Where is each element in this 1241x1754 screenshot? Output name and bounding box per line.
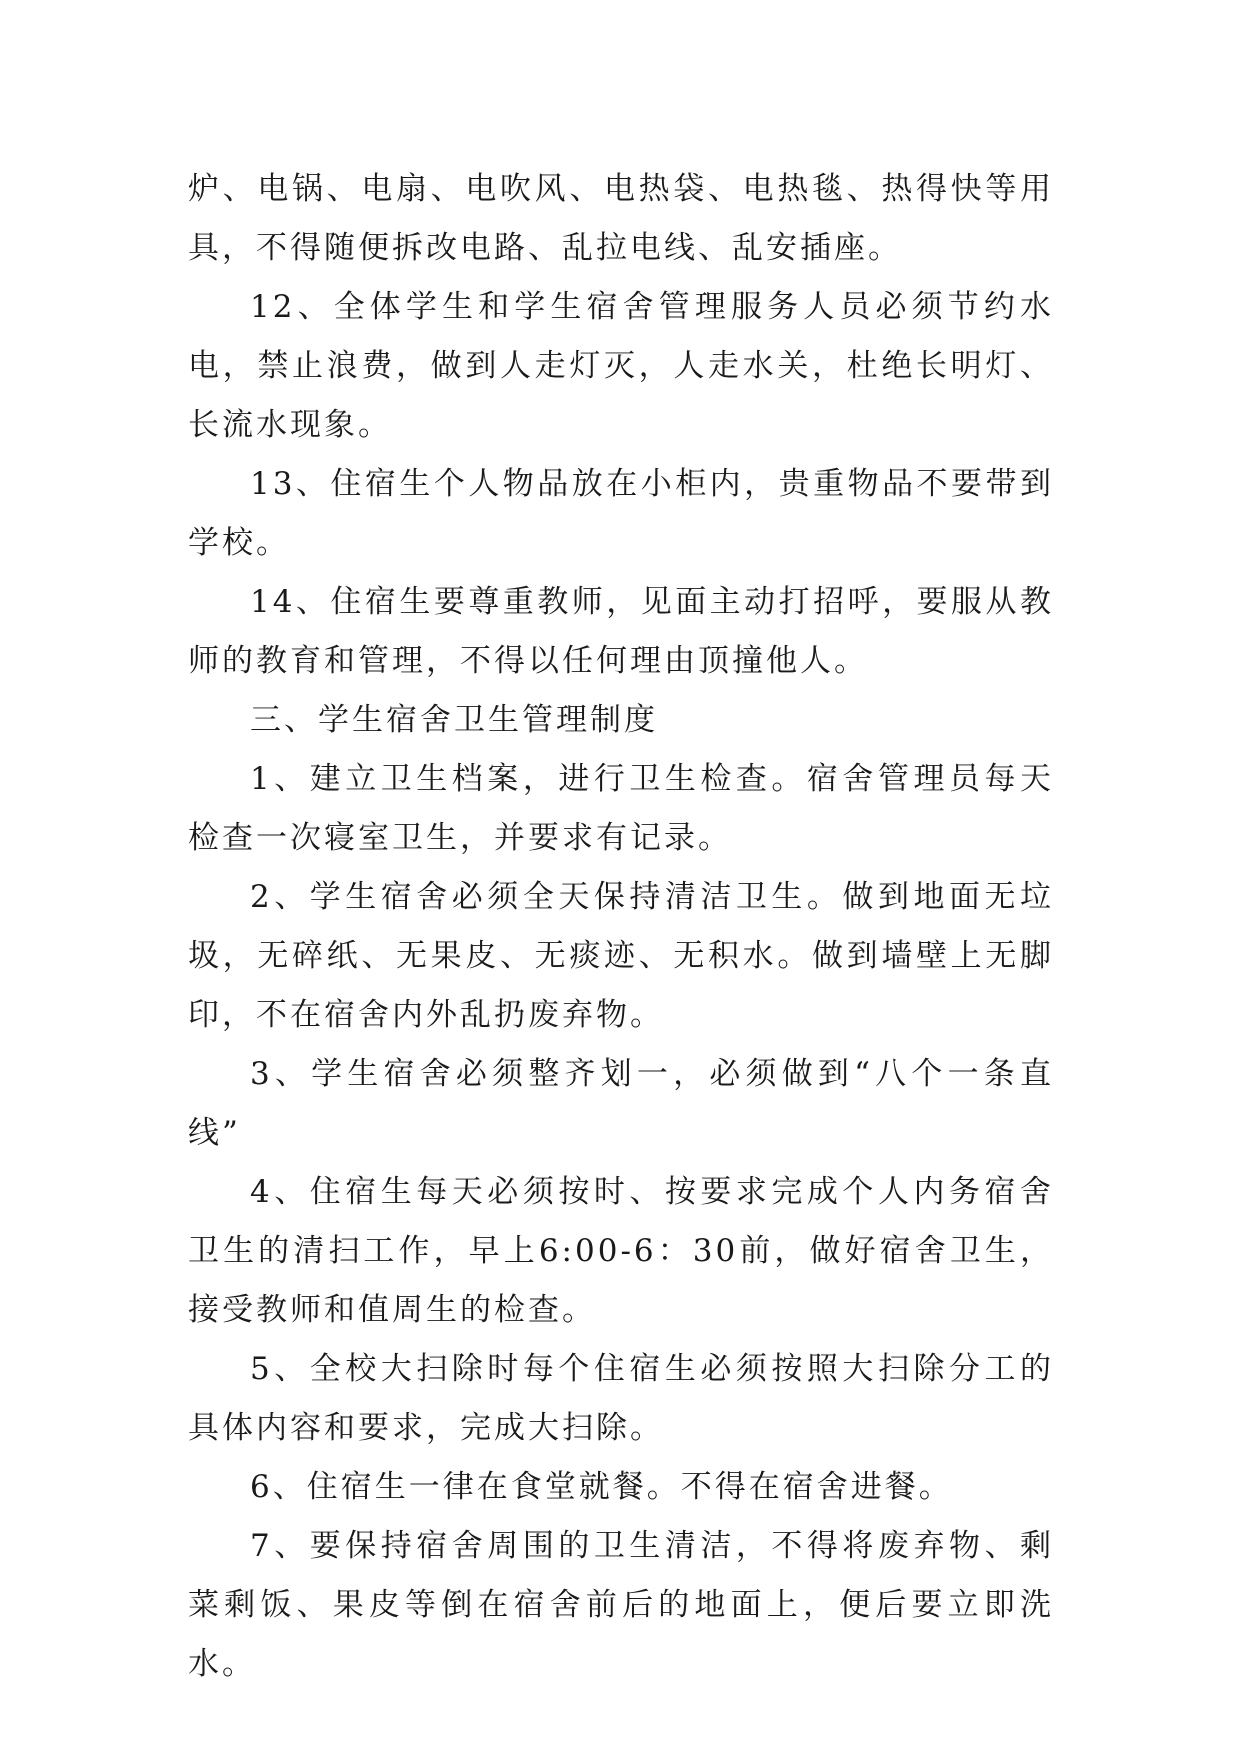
section-heading: 三、学生宿舍卫生管理制度	[250, 702, 658, 738]
paragraph-item-12: 12、全体学生和学生宿舍管理服务人员必须节约水电，禁止浪费，做到人走灯灭，人走水关，杜绝长明灯、长流水现象。	[188, 289, 1054, 443]
document-body	[188, 160, 1054, 1694]
paragraph-item-3: 3、学生宿舍必须整齐划一，必须做到“八个一条直线”	[188, 1056, 1054, 1151]
paragraph-item-1: 1、建立卫生档案，进行卫生检查。宿舍管理员每天检查一次寝室卫生，并要求有记录。	[188, 761, 1054, 856]
paragraph-item-7: 7、要保持宿舍周围的卫生清洁，不得将废弃物、剩菜剩饭、果皮等倒在宿舍前后的地面上，便后要立即洗水。	[188, 1528, 1054, 1682]
paragraph-continuation: 炉、电锅、电扇、电吹风、电热袋、电热毯、热得快等用具，不得随便拆改电路、乱拉电线、乱安插座。	[188, 171, 1054, 266]
paragraph-item-13: 13、住宿生个人物品放在小柜内，贵重物品不要带到学校。	[188, 466, 1054, 561]
paragraph-item-2: 2、学生宿舍必须全天保持清洁卫生。做到地面无垃圾，无碎纸、无果皮、无痰迹、无积水。做到墙壁上无脚印，不在宿舍内外乱扔废弃物。	[188, 879, 1054, 1033]
paragraph-item-5: 5、全校大扫除时每个住宿生必须按照大扫除分工的具体内容和要求，完成大扫除。	[188, 1351, 1054, 1446]
paragraph-item-4: 4、住宿生每天必须按时、按要求完成个人内务宿舍卫生的清扫工作，早上6:00-6：30前，做好宿舍卫生，接受教师和值周生的检查。	[188, 1174, 1054, 1328]
paragraph-item-14: 14、住宿生要尊重教师，见面主动打招呼，要服从教师的教育和管理，不得以任何理由顶撞他人。	[188, 584, 1054, 679]
paragraph-item-6: 6、住宿生一律在食堂就餐。不得在宿舍进餐。	[250, 1469, 953, 1505]
